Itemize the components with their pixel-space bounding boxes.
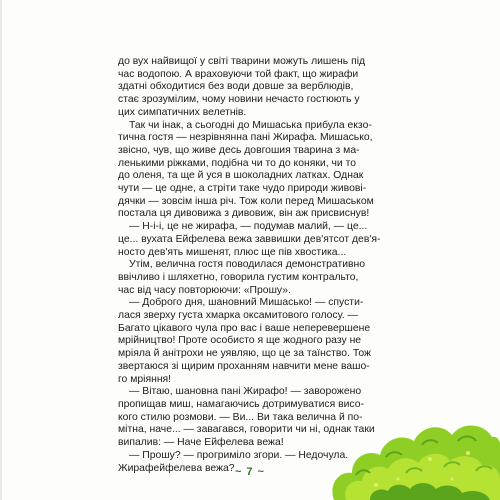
paragraph [118,297,386,386]
text-line: час від часу повторюючи: «Прошу». [118,284,291,296]
text-line: Утім, велична гостя поводилася демонстративно [129,259,366,271]
text-line: — Н-і-і, це не жирафа, — подумав малий, — це... [129,221,368,233]
text-line: здатні обходитися без води довше за верблюдів, [118,81,354,93]
text-line: це... вухата Ейфелева вежа заввишки дев'ятсот дев'я- [118,233,381,245]
text-line: до вух найвищої у світі тварини можуть лишень під [118,56,366,67]
text-line: дячки — зовсім інша річ. Тож коли перед Мишаськом [118,195,374,207]
text-line: — Доброго дня, шановний Мишасько! — спусти- [129,297,364,309]
page-edge [0,0,2,500]
paragraph [118,120,386,222]
text-line: звісно, чув, що живе десь довгошия тварина з ма- [118,144,360,156]
text-line: ленькими ріжками, подібна чи то до коняки, чи то [118,157,356,169]
green-bush-illustration [326,395,500,500]
paragraph [118,56,386,120]
text-line: час водопою. А враховуючи той факт, що жирафи [118,68,359,80]
text-line: пропищав миш, намагаючись дотримуватися висо- [118,398,364,410]
text-line: стає зрозумілим, чому новини нечасто гостюють у [118,94,360,106]
text-line: Так чи інак, а сьогодні до Мишаська прибула екзо- [129,119,372,131]
text-line: чути — це одне, а стріти таке чудо природи живові- [118,183,367,195]
text-line: носто дев'ять мишенят, плюс ще пів хвостика... [118,246,347,258]
text-line: звертаюся зі щирим проханням навчити мене вашо- [118,360,370,372]
text-line: Багато цікавого чула про вас і ваше неперевершене [118,322,371,334]
paragraph [118,259,386,297]
text-line: — Прошу? — прогриміло згори. — Недочула. [129,449,349,461]
text-line: — Вітаю, шановна пані Жирафо! — заворожено [129,386,362,398]
text-line: цих симпатичних велетнів. [118,106,247,118]
text-line: кого стилю розмови. — Ви... Ви така велична й по- [118,411,363,423]
paragraph [118,221,386,259]
text-line: до оленя, та ще й уся в шоколадних латках. Однак [118,170,364,182]
text-line: мрійництво! Проте особисто я ще жодного разу не [118,335,362,347]
page-number: ~ 7 ~ [234,466,266,478]
text-line: лася зверху густа хмарка оксамитового голосу. — [118,310,358,322]
text-line: ввічливо і шляхетно, говорила густим контральто, [118,271,359,283]
bush-foliage [332,425,500,500]
text-line: го мріяння! [118,373,172,385]
text-line: постала ця дивовижа з дивовиж, він аж присвиснув! [118,208,370,220]
text-line: Жирафейфелева вежа? [118,462,235,474]
text-line: мріяла й анітрохи не уявляю, що це за таїнство. Тож [118,348,371,360]
text-line: тична гостя — незрівнянна пані Жирафа. Мишасько, [118,132,373,144]
text-line: мітна, наче... — завагався, говорити чи ні, однак таки [118,424,375,436]
text-line: випалив: — Наче Ейфелева вежа! [118,437,284,449]
